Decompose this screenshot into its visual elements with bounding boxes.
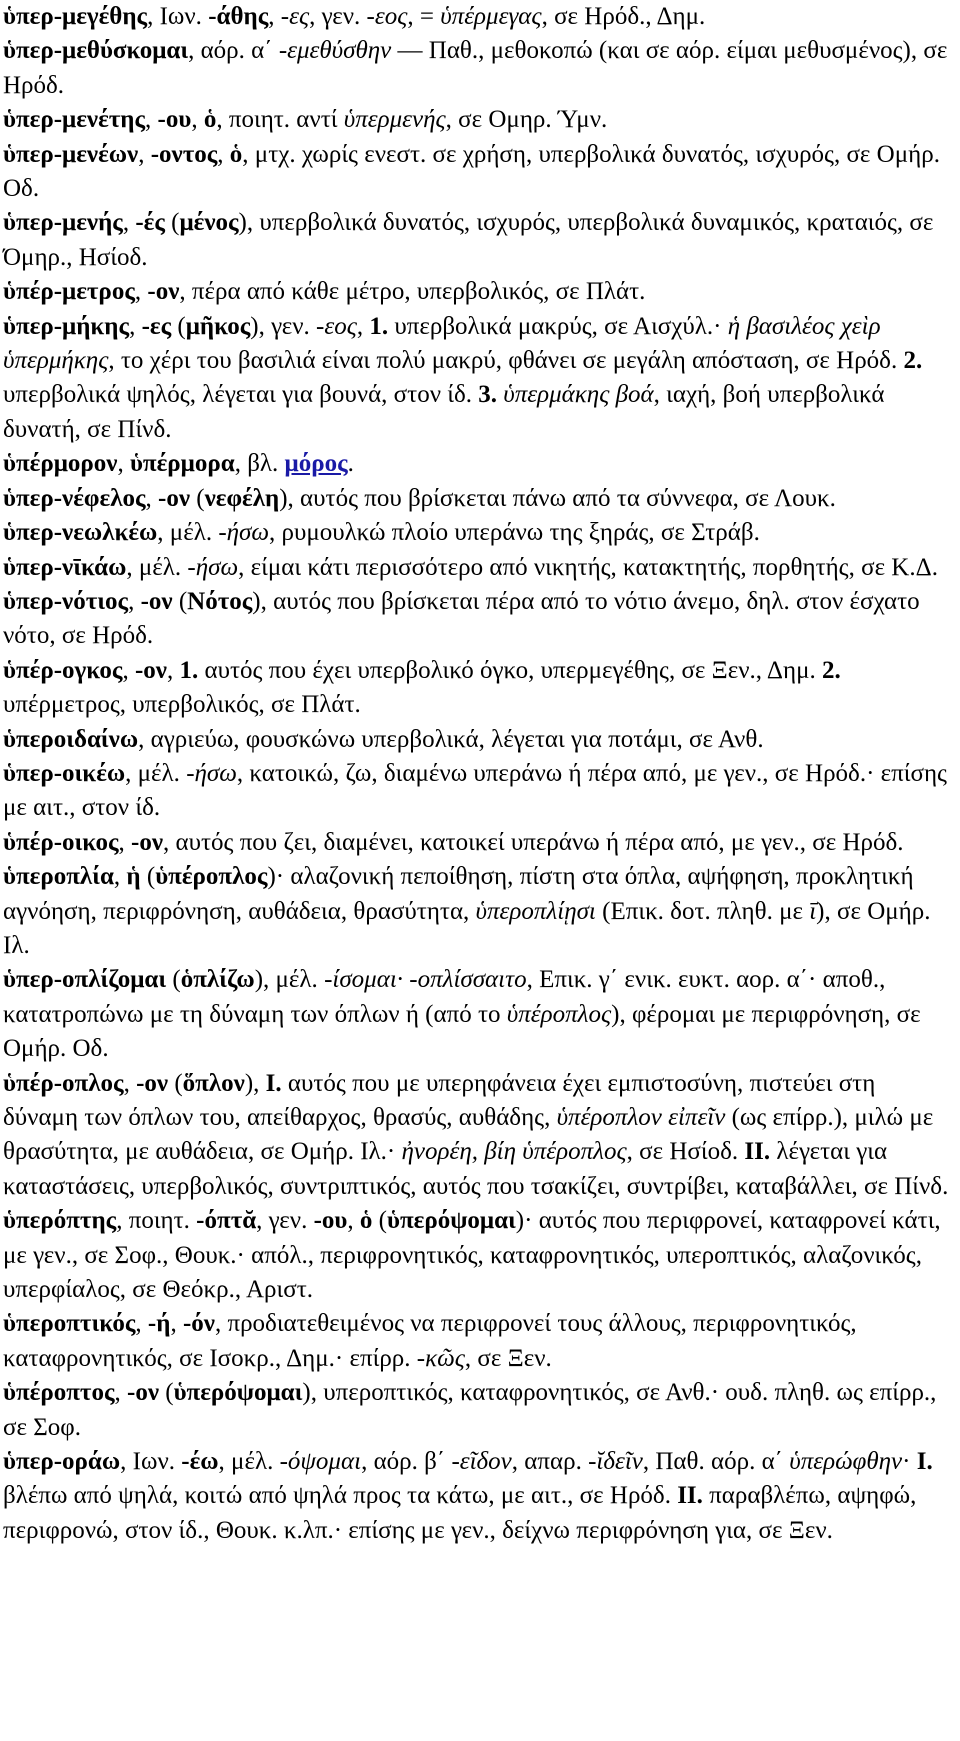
entry-text: -άθης bbox=[208, 3, 269, 30]
entry-text: , bbox=[166, 656, 180, 684]
entry-text: υπέρμετρος, υπερβολικός, σε Πλάτ. bbox=[3, 691, 361, 719]
dictionary-entry bbox=[3, 723, 956, 757]
entry-text: ὑπεροπλίῃσι bbox=[475, 897, 596, 925]
entry-text: , bbox=[134, 278, 148, 306]
entry-text: -ήσω bbox=[186, 759, 237, 787]
entry-text: , Επικ. γ΄ ενικ. ευκτ. αορ. α΄· αποθ., κατατροπώνω με τη δύναμη των όπλων ή (από το bbox=[3, 966, 886, 1028]
entry-text: -ή bbox=[147, 1310, 171, 1338]
entry-text: , σε Ησίοδ. bbox=[626, 1138, 745, 1166]
entry-text: -κῶς bbox=[416, 1344, 465, 1372]
entry-headword: ὑπεροπτικός bbox=[3, 1310, 136, 1338]
dictionary-entry bbox=[3, 654, 956, 723]
dictionary-entry bbox=[3, 206, 956, 275]
entry-headword: ὑπέρ-οικος bbox=[3, 828, 119, 856]
entry-text: , bbox=[122, 209, 136, 237]
entry-text: ( bbox=[190, 484, 205, 512]
entry-text: λέγεται για καταστάσεις, υπερβολικός, συντριπτικός, αυτός που τσακίζει, συντρίβει, καταβάλλει, σε Πίνδ. bbox=[3, 1138, 949, 1200]
entry-text: I. bbox=[916, 1448, 933, 1476]
entry-text: ), μέλ. bbox=[254, 966, 325, 994]
entry-text: , αόρ. α΄ bbox=[188, 37, 279, 65]
entry-text: -ίσομαι· -οπλίσσαιτο bbox=[324, 966, 527, 994]
dictionary-entry bbox=[3, 275, 956, 309]
entry-text: , Παθ. αόρ. α΄ bbox=[642, 1448, 790, 1476]
entry-text: παραβλέπω, αψηφώ, περιφρονώ, στον ίδ., Θουκ. κ.λπ.· επίσης με γεν., δείχνω περιφρόνηση για, σε Ξεν. bbox=[3, 1482, 917, 1544]
dictionary-entry bbox=[3, 860, 956, 963]
entry-headword: ὑπερ-μήκης bbox=[3, 312, 130, 340]
entry-text: -ήσω bbox=[218, 519, 270, 547]
entry-text: ῑ bbox=[809, 897, 817, 925]
entry-headword: ὑπέρμορον bbox=[3, 450, 118, 478]
entry-text: ), σε Ομήρ. Ιλ. bbox=[3, 897, 931, 959]
entry-text: , bbox=[347, 1207, 360, 1235]
entry-text: , bbox=[191, 106, 204, 134]
entry-text: ( bbox=[372, 1207, 387, 1235]
entry-text: -ου bbox=[313, 1207, 348, 1235]
entry-text: , προδιατεθειμένος να περιφρονεί τους άλλους, περιφρονητικός, καταφρονητικός, σε Ισοκρ., Δημ.· επίρρ. bbox=[3, 1310, 857, 1372]
dictionary-entry bbox=[3, 34, 956, 103]
dictionary-entry bbox=[3, 310, 956, 448]
entry-text: )· αλαζονική πεποίθηση, πίστη στα όπλα, αψήφηση, προκλητική αγνόηση, περιφρόνηση, αυθάδεια, θρασύτητα, bbox=[3, 863, 914, 925]
entry-text: , bbox=[138, 140, 151, 168]
entry-text: ὑπερμενής bbox=[343, 106, 446, 134]
entry-text: ὑπέρμεγας bbox=[440, 3, 542, 30]
entry-text: ὁ bbox=[359, 1207, 373, 1235]
entry-text: -όψομαι bbox=[279, 1448, 362, 1476]
dictionary-entry bbox=[3, 826, 956, 860]
entry-text: , μτχ. χωρίς ενεστ. σε χρήση, υπερβολικά δυνατός, ισχυρός, σε Ομήρ. Οδ. bbox=[3, 140, 940, 203]
entry-headword: ὑπερ-μενέων bbox=[3, 140, 139, 168]
entry-text: ἡ bbox=[126, 863, 141, 891]
entry-text: , πέρα από κάθε μέτρο, υπερβολικός, σε Πλάτ. bbox=[179, 278, 646, 306]
entry-headword: ὑπερ-οράω bbox=[3, 1448, 121, 1476]
entry-text: . bbox=[347, 450, 354, 478]
entry-text: -ον bbox=[147, 278, 180, 306]
entry-text: -ον bbox=[131, 828, 164, 856]
entry-headword: ὑπερ-μεθύσκομαι bbox=[3, 37, 189, 65]
entry-text: , το χέρι του βασιλιά είναι πολύ μακρύ, φθάνει σε μεγάλη απόσταση, σε Ηρόδ. bbox=[108, 347, 904, 375]
entry-text: -ῐδεῖν bbox=[588, 1448, 643, 1476]
entry-text: )· αυτός που περιφρονεί, καταφρονεί κάτι, με γεν., σε Σοφ., Θουκ.· απόλ., περιφρονητικός, καταφρονητικός, υπεροπτικός, αλαζονικός, υπερφίαλος, σε Θεόκρ., Αριστ. bbox=[3, 1207, 941, 1304]
entry-text: , ρυμουλκώ πλοίο υπεράνω της ξηράς, σε Στράβ. bbox=[269, 519, 760, 547]
entry-text: , bbox=[113, 863, 127, 891]
cross-reference-link[interactable]: μόρος bbox=[284, 450, 348, 478]
entry-text: βλέπω από ψηλά, κοιτώ από ψηλά προς τα κάτω, με αιτ., σε Ηρόδ. bbox=[3, 1482, 678, 1510]
entry-text: ὑπερόψομαι bbox=[173, 1379, 303, 1407]
entry-text: , μέλ. bbox=[157, 519, 219, 547]
entry-text: , γεν. bbox=[256, 1207, 314, 1235]
entry-text: , bbox=[135, 1310, 148, 1338]
entry-headword: ὑπερ-νέφελος bbox=[3, 484, 146, 512]
dictionary-entry bbox=[3, 1204, 956, 1307]
entry-text: ), αυτός που βρίσκεται πάνω από τα σύννεφα, σε Λουκ. bbox=[279, 484, 836, 512]
entry-text: , bbox=[117, 450, 130, 478]
entry-text: -οντος bbox=[150, 140, 218, 168]
entry-headword: ὑπερόπτης bbox=[3, 1207, 117, 1235]
entry-text: ὁ bbox=[203, 106, 217, 134]
entry-text: ὑπερώφθην bbox=[789, 1448, 903, 1476]
entry-text: ( bbox=[166, 966, 181, 994]
entry-headword: ὑπερ-οικέω bbox=[3, 759, 126, 787]
dictionary-entry bbox=[3, 447, 956, 481]
dictionary-entry bbox=[3, 757, 956, 826]
entry-text: , bbox=[145, 106, 158, 134]
entry-text: , γεν. bbox=[309, 3, 367, 30]
dictionary-entry bbox=[3, 1376, 956, 1445]
entry-text: ὑπερόψομαι bbox=[386, 1207, 516, 1235]
entry-headword: ὑπεροιδαίνω bbox=[3, 725, 139, 753]
dictionary-entry bbox=[3, 1067, 956, 1205]
entry-text: ( bbox=[172, 587, 188, 615]
entry-headword: ὑπέρ-ογκος bbox=[3, 656, 123, 684]
entry-headword: ὑπερ-μεγέθης bbox=[3, 3, 148, 30]
entry-text: ( bbox=[140, 863, 156, 891]
entry-text: , bbox=[129, 312, 142, 340]
entry-text: -ον bbox=[158, 484, 191, 512]
entry-text: 1. bbox=[179, 656, 199, 684]
entry-text: , σε Ομηρ. Ύμν. bbox=[445, 106, 608, 134]
entry-headword: ὑπέρ-οπλος bbox=[3, 1069, 124, 1097]
entry-text: -ον bbox=[134, 656, 167, 684]
entry-text: υπερβολικά μακρύς, σε Αισχύλ.· bbox=[388, 312, 728, 340]
entry-text: , αυτός που ζει, διαμένει, κατοικεί υπεράνω ή πέρα από, με γεν., σε Ηρόδ. bbox=[163, 828, 904, 856]
entry-text: ), γεν. bbox=[250, 312, 317, 340]
entry-text: υπερβολικά ψηλός, λέγεται για βουνά, στον ίδ. bbox=[3, 381, 479, 409]
entry-text: ὑπέροπλον εἰπεῖν bbox=[556, 1104, 726, 1131]
entry-headword: ὑπέρ-μετρος bbox=[3, 278, 135, 306]
entry-text: -ον bbox=[127, 1379, 159, 1407]
entry-text: ὑπερμάκης βοά bbox=[503, 381, 654, 409]
entry-text: ὑπέροπλος bbox=[155, 863, 268, 891]
entry-text: ( bbox=[164, 209, 180, 237]
entry-text: νεφέλη bbox=[204, 484, 280, 512]
entry-text: ( bbox=[159, 1379, 174, 1407]
dictionary-entry bbox=[3, 138, 956, 207]
entry-text: 2. bbox=[903, 347, 923, 375]
entry-text: Νότος bbox=[187, 587, 253, 615]
entry-headword: ὑπερ-μενής bbox=[3, 209, 123, 237]
dictionary-entry bbox=[3, 482, 956, 516]
entry-text: , ποιητ. αντί bbox=[216, 106, 344, 134]
entry-text: -ου bbox=[157, 106, 192, 134]
entry-text: ὑπέροπλος bbox=[506, 1000, 612, 1028]
entry-text: ὅπλον bbox=[182, 1069, 245, 1097]
dictionary-entry bbox=[3, 551, 956, 585]
dictionary-entry bbox=[3, 963, 956, 1066]
entry-text: , bbox=[145, 484, 159, 512]
entry-text: , bbox=[128, 587, 141, 615]
dictionary-entry bbox=[3, 103, 956, 137]
entry-text: , αγριεύω, φουσκώνω υπερβολικά, λέγεται για ποτάμι, σε Ανθ. bbox=[138, 725, 764, 753]
entry-text: 3. bbox=[478, 381, 498, 409]
entry-text: , βλ. bbox=[234, 450, 285, 478]
entry-text: , bbox=[356, 312, 370, 340]
entry-text: -εος bbox=[316, 312, 357, 340]
entry-text: ὑπέρμορα bbox=[129, 450, 235, 478]
dictionary-entry bbox=[3, 0, 956, 34]
entry-text: ὁ bbox=[229, 140, 243, 168]
entry-headword: ὑπεροπλία bbox=[3, 863, 114, 891]
entry-text: -εος bbox=[366, 3, 408, 30]
entry-text: -ες bbox=[141, 312, 172, 340]
entry-text: -ον bbox=[140, 587, 173, 615]
entry-text: ἡ βασιλέος χεὶρ ὑπερμήκης bbox=[3, 312, 881, 375]
entry-text: -ές bbox=[135, 209, 165, 237]
entry-text: (ως επίρρ.), μιλώ με θρασύτητα, με αυθάδεια, σε Ομήρ. Ιλ.· bbox=[3, 1104, 934, 1166]
entry-text: (Επικ. δοτ. πληθ. με bbox=[595, 897, 810, 925]
entry-text: , κατοικώ, ζω, διαμένω υπεράνω ή πέρα από, με γεν., σε Ηρόδ.· επίσης με αιτ., στον ίδ. bbox=[3, 759, 947, 822]
entry-text: , bbox=[217, 140, 230, 168]
entry-text: , bbox=[114, 1379, 127, 1407]
entry-text: ), υπεροπτικός, καταφρονητικός, σε Ανθ.· ουδ. πληθ. ως επίρρ., σε Σοφ. bbox=[3, 1379, 937, 1441]
dictionary-entry bbox=[3, 1307, 956, 1376]
entry-headword: ὑπέροπτος bbox=[3, 1379, 115, 1407]
entry-text: -ήσω bbox=[187, 553, 239, 581]
entry-text: , = bbox=[407, 3, 441, 30]
entry-headword: ὑπερ-νῑκάω bbox=[3, 553, 127, 581]
entry-text: I. bbox=[265, 1069, 282, 1097]
entry-text: 1. bbox=[369, 312, 389, 340]
entry-text: , bbox=[122, 656, 135, 684]
dictionary-entry bbox=[3, 1445, 956, 1548]
entry-headword: ὑπερ-νεωλκέω bbox=[3, 519, 158, 547]
entry-text: ὁπλίζω bbox=[180, 966, 255, 994]
entry-text: αυτός που έχει υπερβολικό όγκο, υπερμεγέθης, σε Ξεν., Δημ. bbox=[198, 656, 822, 684]
entry-text: αυτός που με υπερηφάνεια έχει εμπιστοσύνη, πιστεύει στη δύναμη των όπλων του, απείθαρχος, θρασύς, αυθάδης, bbox=[3, 1069, 876, 1131]
entry-text: · bbox=[902, 1448, 917, 1476]
entry-text: ( bbox=[171, 312, 186, 340]
entry-text: μῆκος bbox=[185, 312, 251, 340]
entry-text: , σε Ηρόδ., Δημ. bbox=[541, 3, 706, 30]
entry-text: , bbox=[268, 3, 281, 30]
entry-text: , Ιων. bbox=[120, 1448, 182, 1476]
entry-text: μένος bbox=[179, 209, 239, 237]
entry-headword: ὑπερ-οπλίζομαι bbox=[3, 966, 167, 994]
entry-text: , αόρ. β΄ bbox=[361, 1448, 452, 1476]
entry-text: , μέλ. bbox=[125, 759, 187, 787]
entry-text: , bbox=[123, 1069, 137, 1097]
entry-text: -εμεθύσθην bbox=[278, 37, 392, 65]
entry-text: ), φέρομαι με περιφρόνηση, σε Ομήρ. Οδ. bbox=[3, 1000, 921, 1063]
entry-text: , ποιητ. bbox=[116, 1207, 197, 1235]
entry-text: , ιαχή, βοή υπερβολικά δυνατή, σε Πίνδ. bbox=[3, 381, 885, 443]
entry-text: , μέλ. bbox=[126, 553, 188, 581]
entry-text: -εῖδον bbox=[451, 1448, 512, 1476]
dictionary-entry bbox=[3, 585, 956, 654]
dictionary-entry bbox=[3, 516, 956, 550]
entry-text: , απαρ. bbox=[511, 1448, 589, 1476]
entry-text: ), υπερβολικά δυνατός, ισχυρός, υπερβολικά δυναμικός, κραταιός, σε Όμηρ., Ησίοδ. bbox=[3, 209, 934, 271]
entry-text: -έω bbox=[181, 1448, 219, 1476]
entry-text: II. bbox=[744, 1138, 771, 1166]
entry-text: — Παθ., μεθοκοπώ (και σε αόρ. είμαι μεθυσμένος), σε Ηρόδ. bbox=[3, 37, 948, 99]
entry-text: , είμαι κάτι περισσότερο από νικητής, κατακτητής, πορθητής, σε Κ.Δ. bbox=[238, 553, 938, 581]
entry-text: , σε Ξεν. bbox=[464, 1344, 552, 1372]
entry-text: -ες bbox=[280, 3, 310, 30]
entry-text: ἠνορέη, βίη ὑπέροπλος bbox=[401, 1138, 627, 1166]
entry-text: 2. bbox=[822, 656, 841, 684]
entry-text: ( bbox=[168, 1069, 183, 1097]
entry-text: , μέλ. bbox=[218, 1448, 280, 1476]
entry-headword: ὑπερ-νότιος bbox=[3, 587, 129, 615]
entry-headword: ὑπερ-μενέτης bbox=[3, 106, 146, 134]
entry-text: , bbox=[118, 828, 132, 856]
entry-text: -όπτᾰ bbox=[196, 1207, 257, 1235]
entry-text: , bbox=[170, 1310, 183, 1338]
entry-text: ), bbox=[244, 1069, 266, 1097]
entry-text: -όν bbox=[182, 1310, 215, 1338]
entry-text: -ον bbox=[136, 1069, 169, 1097]
entry-text: , Ιων. bbox=[147, 3, 209, 30]
entry-text: II. bbox=[677, 1482, 703, 1510]
entry-text: ), αυτός που βρίσκεται πέρα από το νότιο άνεμο, δηλ. στον έσχατο νότο, σε Ηρόδ. bbox=[3, 587, 920, 650]
